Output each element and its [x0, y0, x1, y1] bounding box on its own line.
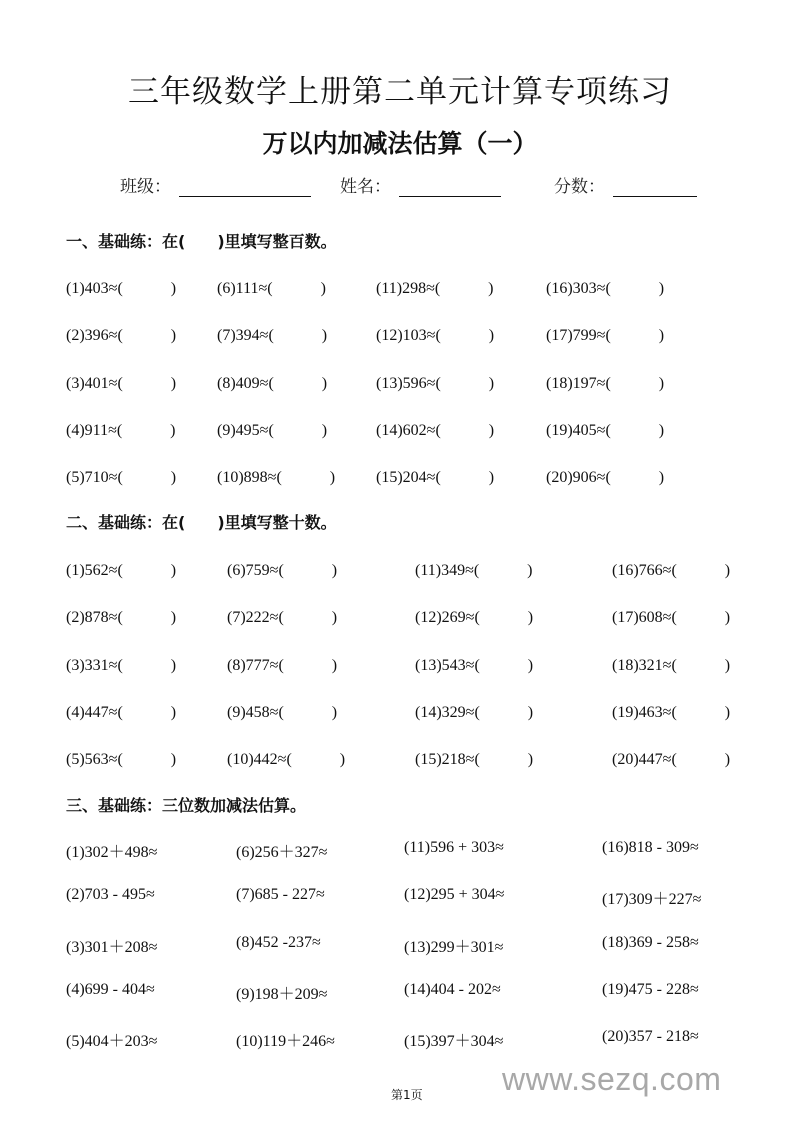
exercise-item[interactable]: (1)403≈( )	[66, 280, 177, 297]
exercise-item[interactable]: (1)562≈( )	[66, 562, 177, 579]
exercise-item[interactable]: (8)409≈( )	[217, 374, 328, 392]
exercise-item: (14)404 - 202≈	[404, 980, 501, 998]
score-blank[interactable]	[613, 176, 697, 197]
exercise-item: (8)452 -237≈	[236, 933, 321, 951]
exercise-item: (18)369 - 258≈	[602, 933, 699, 951]
exercise-item: (9)198＋209≈	[236, 985, 328, 1003]
name-blank[interactable]	[399, 176, 501, 197]
exercise-item: (11)596 + 303≈	[404, 839, 504, 856]
worksheet-title: 三年级数学上册第二单元计算专项练习	[128, 74, 672, 110]
exercise-item[interactable]: (3)401≈( )	[66, 374, 177, 392]
exercise-item[interactable]: (8)777≈( )	[227, 656, 338, 674]
score-label: 分数：	[554, 177, 605, 197]
exercise-item[interactable]: (17)799≈( )	[546, 327, 665, 345]
exercise-item[interactable]: (12)103≈( )	[376, 327, 495, 345]
watermark: www.sezq.com	[502, 1061, 722, 1097]
exercise-item[interactable]: (5)563≈( )	[66, 751, 177, 769]
exercise-item: (20)357 - 218≈	[602, 1028, 699, 1046]
exercise-item[interactable]: (9)495≈( )	[217, 421, 328, 439]
section-1-heading: 一、基础练：在( )里填写整百数。	[66, 232, 337, 251]
exercise-item[interactable]: (18)197≈( )	[546, 374, 665, 392]
exercise-item: (12)295 + 304≈	[404, 886, 505, 904]
exercise-item: (2)703 - 495≈	[66, 886, 155, 904]
exercise-item[interactable]: (10)442≈( )	[227, 751, 346, 769]
exercise-item[interactable]: (18)321≈( )	[612, 656, 731, 674]
score-field	[554, 172, 697, 197]
exercise-item: (19)475 - 228≈	[602, 980, 699, 998]
exercise-item[interactable]: (10)898≈( )	[217, 469, 336, 487]
exercise-item: (6)256＋327≈	[236, 844, 328, 861]
student-info-row	[0, 172, 800, 198]
section-3-heading: 三、基础练：三位数加减法估算。	[66, 796, 307, 815]
exercise-item[interactable]: (15)218≈( )	[415, 751, 534, 769]
exercise-item[interactable]: (3)331≈( )	[66, 656, 177, 674]
exercise-item: (7)685 - 227≈	[236, 886, 325, 904]
class-field	[120, 172, 311, 197]
exercise-item[interactable]: (6)759≈( )	[227, 562, 338, 579]
class-label: 班级：	[120, 177, 171, 197]
exercise-item: (4)699 - 404≈	[66, 980, 155, 998]
exercise-item: (16)818 - 309≈	[602, 839, 699, 856]
exercise-item[interactable]: (13)543≈( )	[415, 656, 534, 674]
name-label: 姓名：	[340, 177, 391, 197]
exercise-item[interactable]: (11)298≈( )	[376, 280, 494, 297]
exercise-item: (17)309＋227≈	[602, 891, 702, 909]
exercise-item[interactable]: (14)602≈( )	[376, 421, 495, 439]
class-blank[interactable]	[179, 176, 311, 197]
page-number: 第1页	[391, 1088, 423, 1102]
exercise-item[interactable]: (19)405≈( )	[546, 421, 665, 439]
exercise-item[interactable]: (15)204≈( )	[376, 469, 495, 487]
exercise-item[interactable]: (2)878≈( )	[66, 609, 177, 627]
exercise-item[interactable]: (11)349≈( )	[415, 562, 533, 579]
exercise-item[interactable]: (19)463≈( )	[612, 703, 731, 721]
exercise-item[interactable]: (4)447≈( )	[66, 703, 177, 721]
exercise-item: (3)301＋208≈	[66, 938, 158, 956]
exercise-item: (13)299＋301≈	[404, 938, 504, 956]
exercise-item[interactable]: (6)111≈( )	[217, 280, 326, 297]
exercise-item: (10)119＋246≈	[236, 1033, 335, 1051]
exercise-item[interactable]: (14)329≈( )	[415, 703, 534, 721]
exercise-item[interactable]: (20)447≈( )	[612, 751, 731, 769]
exercise-item[interactable]: (2)396≈( )	[66, 327, 177, 345]
exercise-item: (5)404＋203≈	[66, 1033, 158, 1051]
exercise-item[interactable]: (9)458≈( )	[227, 703, 338, 721]
exercise-item[interactable]: (5)710≈( )	[66, 469, 177, 487]
exercise-item[interactable]: (7)222≈( )	[227, 609, 338, 627]
exercise-item[interactable]: (7)394≈( )	[217, 327, 328, 345]
exercise-item[interactable]: (16)766≈( )	[612, 562, 731, 579]
name-field	[340, 172, 501, 197]
exercise-item: (1)302＋498≈	[66, 844, 158, 861]
exercise-item[interactable]: (16)303≈( )	[546, 280, 665, 297]
exercise-item: (15)397＋304≈	[404, 1033, 504, 1051]
worksheet-subtitle: 万以内加减法估算（一）	[262, 129, 538, 158]
section-2-heading: 二、基础练：在( )里填写整十数。	[66, 513, 337, 532]
exercise-item[interactable]: (20)906≈( )	[546, 469, 665, 487]
exercise-item[interactable]: (4)911≈( )	[66, 421, 176, 439]
exercise-item[interactable]: (17)608≈( )	[612, 609, 731, 627]
exercise-item[interactable]: (13)596≈( )	[376, 374, 495, 392]
exercise-item[interactable]: (12)269≈( )	[415, 609, 534, 627]
